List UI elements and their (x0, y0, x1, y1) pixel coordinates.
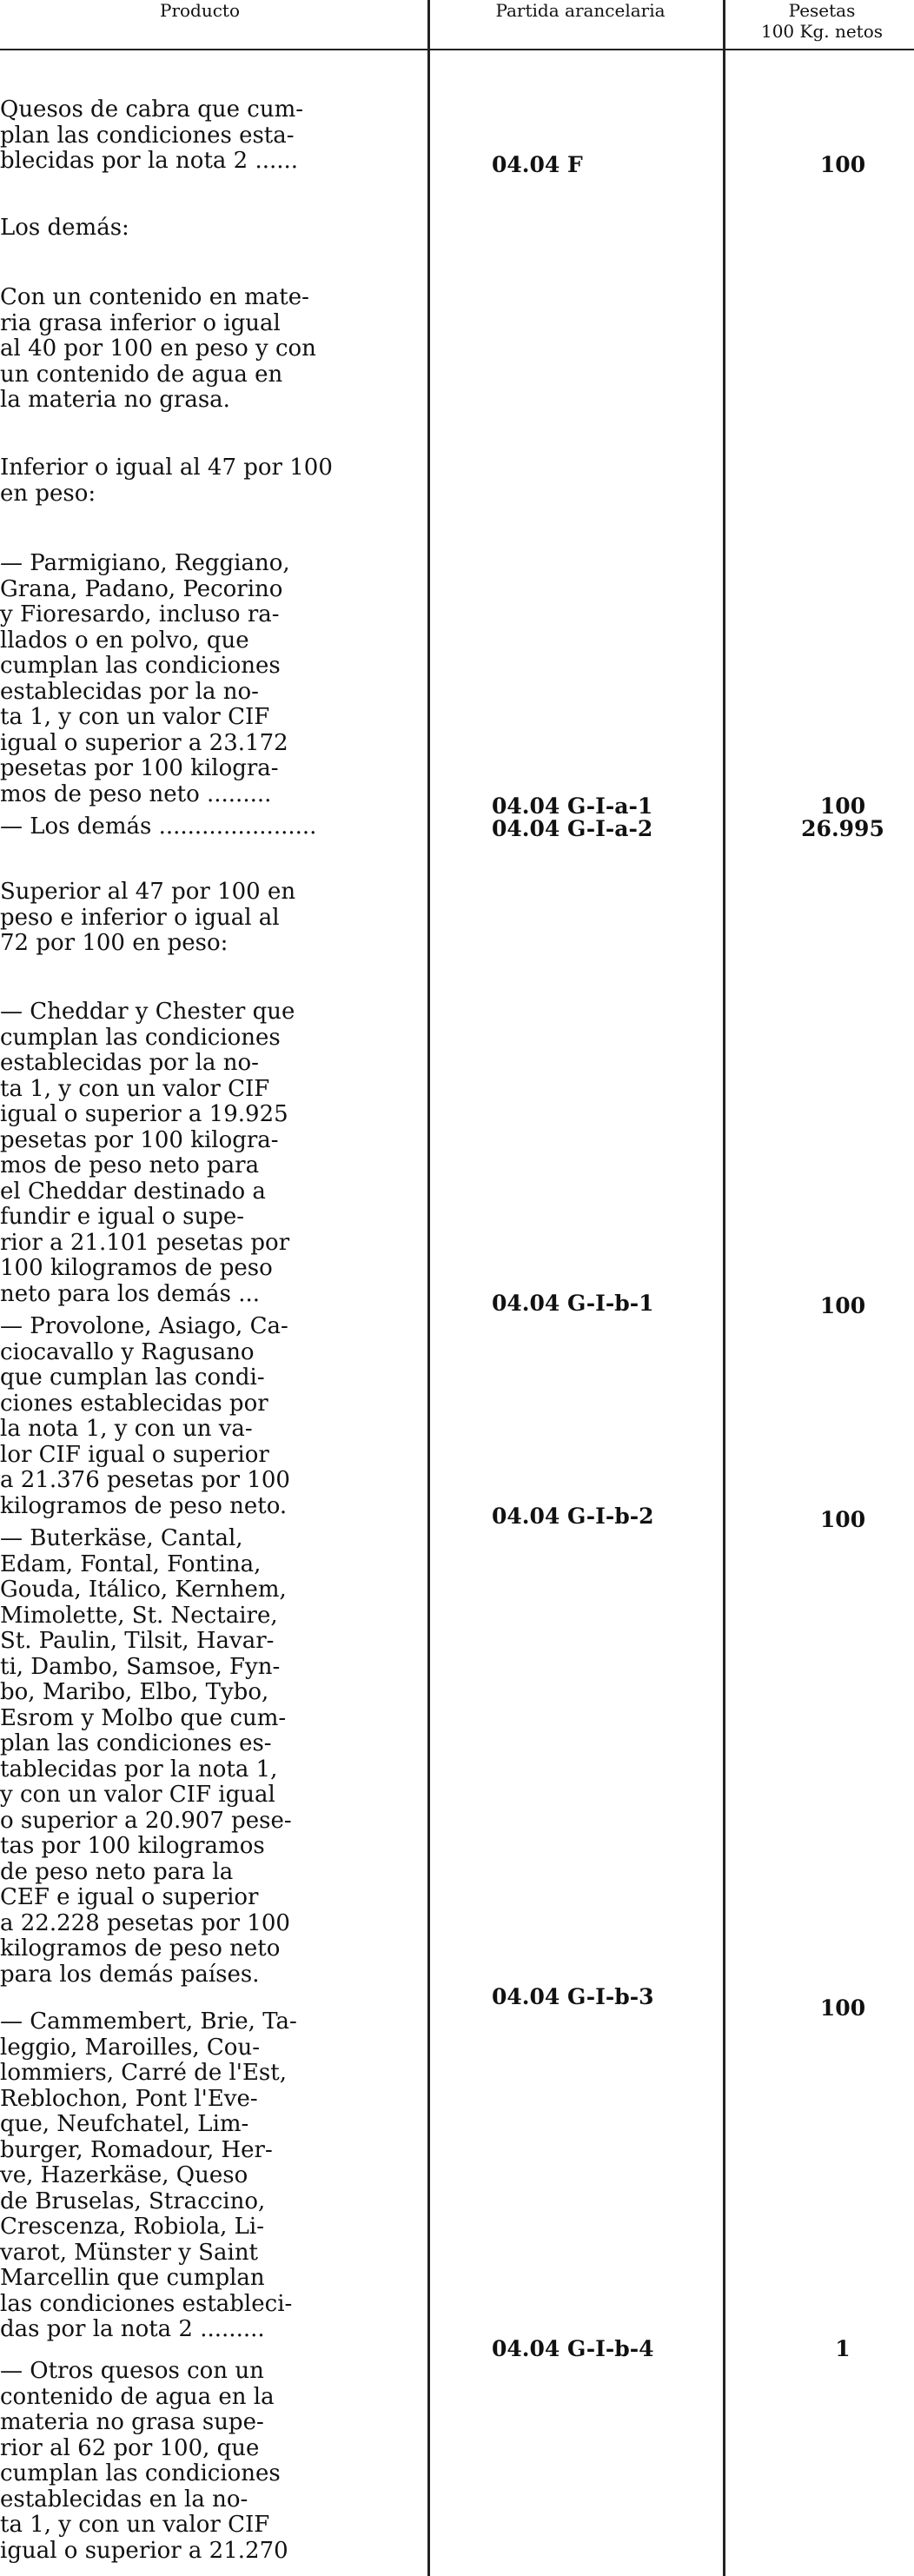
row-pesetas: 100 (819, 1507, 866, 1532)
row-producto: Quesos de cabra que cum- plan las condiciones esta- blecidas por la nota 2 ...... (0, 96, 304, 174)
row-pesetas: 1 (835, 2336, 851, 2361)
row-producto: — Otros quesos con un contenido de agua en la materia no grasa supe- rior al 62 por 100, que cumplan las condiciones establecidas en la no- ta 1, y con un valor CIF igual o superior a 21.270 (0, 2358, 288, 2564)
header-producto: Producto (159, 0, 241, 21)
row-producto: — Los demás ...................... (0, 813, 317, 840)
header-partida-arancelaria: Partida arancelaria (495, 0, 666, 21)
row-producto: — Provolone, Asiago, Ca- ciocavallo y Ragusano que cumplan las condi- ciones establecidas por la nota 1, y con un va- lor CIF igual o superior a 21.376 pesetas por 100 kilogramos de peso neto. (0, 1313, 290, 1519)
row-producto: Con un contenido en mate- ria grasa inferior o igual al 40 por 100 en peso y con un contenido de agua en la materia no grasa. (0, 284, 316, 413)
header-pesetas-line2: 100 Kg. netos (760, 21, 884, 42)
header-divider (0, 49, 914, 50)
row-producto: — Buterkäse, Cantal, Edam, Fontal, Fontina, Gouda, Itálico, Kernhem, Mimolette, St. Nectaire, St. Paulin, Tilsit, Havar- ti, Dambo, Samsoe, Fyn- bo, Maribo, Elbo, Tybo, Esrom y Molbo que cum- plan las condiciones es- tablecidas por la nota 1, y con un valor CIF igual o superior a 20.907 pese- tas por 100 kilogramos de peso neto para la CEF e igual o superior a 22.228 pesetas por 100 kilogramos de peso neto para los demás países. (0, 1525, 292, 1988)
row-pesetas: 100 (819, 793, 866, 819)
row-producto: Superior al 47 por 100 en peso e inferior o igual al 72 por 100 en peso: (0, 879, 296, 956)
row-pesetas: 100 (819, 1293, 866, 1318)
row-partida: 04.04 G-I-b-4 (492, 2336, 654, 2361)
row-producto: — Cammembert, Brie, Ta- leggio, Maroilles, Cou- lommiers, Carré de l'Est, Reblochon, Pont l'Eve- que, Neufchatel, Lim- burger, Romadour, Her- ve, Hazerkäse, Queso de Bruselas, Straccino, Crescenza, Robiola, Li- varot, Münster y Saint Marcellin que cumplan las condiciones estableci- das por la nota 2 ......... (0, 2008, 297, 2342)
row-partida: 04.04 F (492, 152, 583, 177)
row-partida: 04.04 G-I-a-1 (492, 793, 653, 819)
row-partida: 04.04 G-I-b-2 (492, 1504, 654, 1529)
row-partida: 04.04 G-I-a-2 (492, 816, 653, 841)
column-divider-2 (723, 0, 725, 2576)
row-pesetas: 26.995 (801, 816, 884, 841)
row-pesetas: 100 (819, 1995, 866, 2021)
row-partida: 04.04 G-I-b-3 (492, 1984, 654, 2009)
header-pesetas (730, 0, 914, 42)
row-producto: — Parmigiano, Reggiano, Grana, Padano, Pecorino y Fioresardo, incluso ra- llados o en polvo, que cumplan las condiciones establecidas por la no- ta 1, y con un valor CIF igual o superior a 23.172 pesetas por 100 kilogra- mos de peso neto ......... (0, 550, 290, 807)
row-producto: Inferior o igual al 47 por 100 en peso: (0, 455, 333, 507)
header-pesetas-line1: Pesetas (788, 0, 856, 21)
row-producto: Los demás: (0, 215, 129, 241)
row-pesetas: 100 (819, 152, 866, 177)
row-producto: — Cheddar y Chester que cumplan las condiciones establecidas por la no- ta 1, y con un valor CIF igual o superior a 19.925 pesetas por 100 kilogra- mos de peso neto para el Cheddar destinado a fundir e igual o supe- rior a 21.101 pesetas por 100 kilogramos de peso neto para los demás ... (0, 999, 295, 1307)
row-partida: 04.04 G-I-b-1 (492, 1291, 654, 1316)
column-divider-1 (427, 0, 430, 2576)
